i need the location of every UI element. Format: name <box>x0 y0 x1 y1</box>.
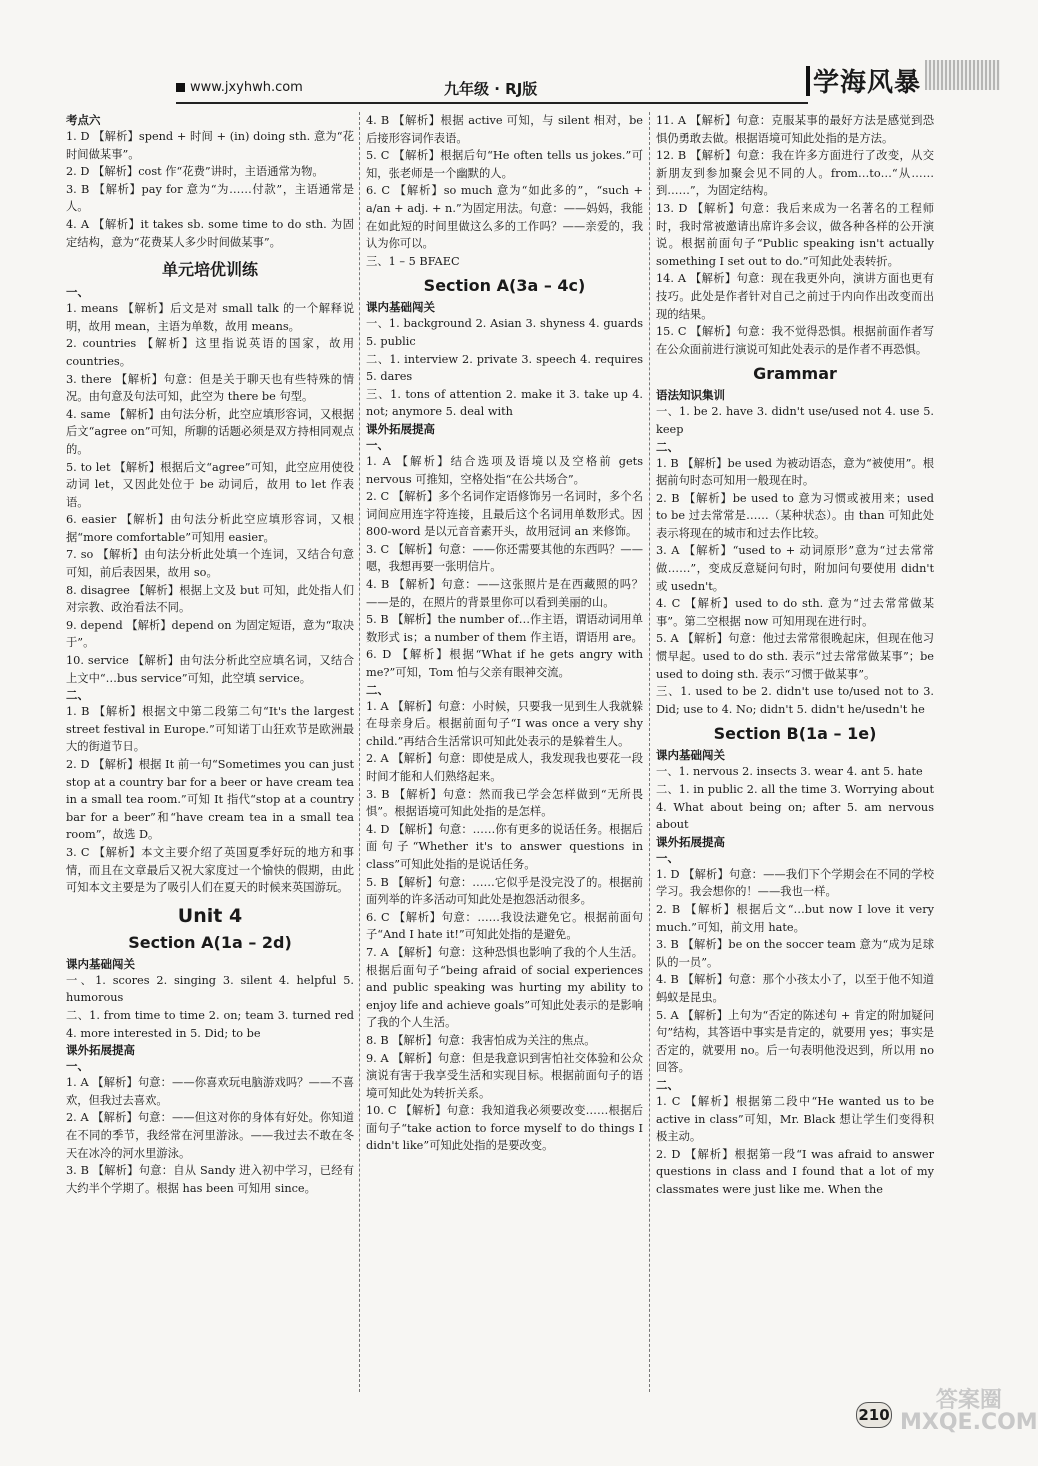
answer-item: 二、1. interview 2. private 3. speech 4. requires 5. dares <box>366 352 643 384</box>
subsection-label: 二、 <box>66 688 89 703</box>
answer-column-1 <box>66 112 354 1197</box>
answer-item: 3. B 【解析】pay for 意为“为……付款”，主语通常是人。 <box>66 182 354 214</box>
subsection-label: 课外拓展提高 <box>66 1043 135 1058</box>
page-number: 210 <box>856 1402 892 1428</box>
answer-item: 3. C 【解析】本文主要介绍了英国夏季好玩的地方和事情，而且在文章最后又祝大家度过一个愉快的假期，由此可知本文主要是为了吸引人们在夏天的时候来英国游玩。 <box>66 845 354 895</box>
header-rule <box>176 102 808 104</box>
subsection-label: 一、 <box>656 850 679 865</box>
answer-item: 6. C 【解析】so much 意为“如此多的”，“such + a/an + adj. + n.”为固定用法。句意：——妈妈，我能在如此短的时间里做这么多的工作吗？——亲爱的，我认为你可以。 <box>366 184 643 251</box>
answer-item: 2. A 【解析】句意：即使是成人，我发现我也要花一段时间才能和人们熟络起来。 <box>366 752 643 783</box>
answer-item: 12. B 【解析】句意：我在许多方面进行了改变，从交新朋友到参加聚会见不同的人。from…to…“从……到……”，为固定结构。 <box>656 149 934 198</box>
answer-item: 3. B 【解析】be on the soccer team 意为“成为足球队的一员”。 <box>656 938 934 969</box>
subsection-label: 一、 <box>66 285 89 300</box>
answer-column-3 <box>656 112 934 1198</box>
answer-item: 1. A 【解析】结合选项及语境以及空格前 gets nervous 可推知，空格处指“在公共场合”。 <box>366 454 643 486</box>
answer-item: 三、1. used to be 2. didn't use to/used not to 3. Did; use to 4. No; didn't 5. didn't he/usedn't he <box>656 685 934 716</box>
answer-item: 1. A 【解析】句意：小时候，只要我一见到生人我就躲在母亲身后。根据前面句子“I was once a very shy child.”再结合生活常识可知此处表示的是躲着生人。 <box>366 699 643 748</box>
subsection-label: 课内基础闯关 <box>656 748 725 763</box>
answer-item: 3. B 【解析】句意：然而我已学会怎样做到“无所畏惧”。根据语境可知此处指的是怎样。 <box>366 787 643 819</box>
answer-item: 9. A 【解析】句意：但是我意识到害怕社交体验和公众演说有害于我享受生活和实现目标。根据前面句子的语境可知此处为转折关系。 <box>366 1051 643 1100</box>
answer-item: 11. A 【解析】句意：克服某事的最好方法是感觉到恐惧仍勇敢去做。根据语境可知此处指的是方法。 <box>656 114 934 145</box>
site-url <box>176 80 303 95</box>
answer-item: 2. C 【解析】多个名词作定语修饰另一名词时，多个名词间应用连字符连接，且最后这个名词用单数形式。因 800-word 是以元音音素开头，故用冠词 an 来修饰。 <box>366 490 643 539</box>
section-heading: Unit 4 <box>177 904 243 927</box>
answer-item: 1. means 【解析】后文是对 small talk 的一个解释说明，故用 mean，主语为单数，故用 means。 <box>66 302 354 333</box>
answer-item: 1. B 【解析】根据文中第二段第二句“It's the largest street festival in Europe.”可知诺丁山狂欢节是欧洲最大的街道节日。 <box>66 705 354 754</box>
column-divider <box>359 112 360 1392</box>
answer-item: 3. A 【解析】“used to + 动词原形”意为“过去常常做……”，变成反意疑问句时，附加问句要使用 didn't 或 usedn't。 <box>656 544 934 593</box>
answer-item: 3. B 【解析】句意：自从 Sandy 进入初中学习，已经有大约半个学期了。根据 has been 可知用 since。 <box>66 1164 354 1195</box>
answer-item: 2. D 【解析】cost 作“花费”讲时，主语通常为物。 <box>66 165 324 179</box>
section-heading: Section B(1a – 1e) <box>713 724 877 744</box>
answer-item: 4. B 【解析】根据 active 可知，与 silent 相对，be 后接形容词作表语。 <box>366 114 643 145</box>
answer-item: 2. D 【解析】根据 It 前一句“Sometimes you can just stop at a country bar for a beer or have cream tea in a small tea room.”可知 It 指代“stop at a country bar for a beer”和“have cream tea in a small tea room”，故选 D。 <box>66 758 354 842</box>
answer-item: 1. D 【解析】spend + 时间 + (in) doing sth. 意为“花时间做某事”。 <box>66 130 354 161</box>
brand-text: 学海风暴 <box>813 68 922 98</box>
subsection-label: 课外拓展提高 <box>366 421 435 436</box>
answer-item: 2. B 【解析】根据后文“…but now I love it very much.”可知，前文用 hate。 <box>656 902 934 934</box>
answer-item: 一、1. be 2. have 3. didn't use/used not 4. use 5. keep <box>656 405 934 436</box>
answer-item: 8. disagree 【解析】根据上文及 but 可知，此处指人们对宗教、政治看法不同。 <box>66 583 354 615</box>
grade-edition: 九年级 · RJ版 <box>444 80 538 98</box>
answer-item: 6. C 【解析】句意：……我设法避免它。根据前面句子“And I hate it!”可知此处指的是避免。 <box>366 910 643 942</box>
answer-item: 3. there 【解析】句意：但是关于聊天也有些特殊的情况。由句意及句法可知，此空为 there be 句型。 <box>66 372 354 404</box>
section-heading: Section A(3a – 4c) <box>423 276 586 296</box>
subsection-label: 二、 <box>656 1077 679 1092</box>
answer-item: 5. A 【解析】上句为“否定的陈述句 + 肯定的附加疑问句”结构，其答语中事实是肯定的，就要用 yes；事实是否定的，就要用 no。后一句表明他没迟到，所以用 no 回答。 <box>656 1008 934 1075</box>
answer-item: 10. service 【解析】由句法分析此空应填名词，又结合上文中“…bus service”可知，此空填 service。 <box>66 654 354 685</box>
answer-item: 5. C 【解析】根据后句“He often tells us jokes.”可知，张老师是一个幽默的人。 <box>366 149 643 180</box>
subsection-label: 考点六 <box>66 113 101 127</box>
section-heading: 单元培优训练 <box>161 260 258 280</box>
answer-item: 4. B 【解析】句意：那个小孩太小了，以至于他不知道蚂蚁是昆虫。 <box>656 973 934 1004</box>
subsection-label: 二、 <box>366 682 389 697</box>
answer-item: 2. countries 【解析】这里指说英语的国家，故用 countries。 <box>66 337 354 368</box>
answer-item: 2. A 【解析】句意：——但这对你的身体有好处。你知道在不同的季节，我经常在河里游泳。——我过去不敢在冬天在冰冷的河水里游泳。 <box>66 1111 354 1160</box>
subsection-label: 课内基础闯关 <box>366 300 435 315</box>
subsection-label: 一、 <box>66 1059 89 1074</box>
watermark: 答案圈 MXQE.COM <box>900 1388 1038 1435</box>
section-heading: Section A(1a – 2d) <box>128 932 292 952</box>
subsection-label: 一、 <box>366 437 389 452</box>
answer-item: 7. A 【解析】句意：这种恐惧也影响了我的个人生活。根据后面句子“being afraid of social experiences and public speaking was hurting my ability to enjoy life and achieve goals”可知此处表示的是影响了我的个人生活。 <box>366 945 643 1030</box>
column-divider <box>649 112 650 1392</box>
answer-item: 二、1. in public 2. all the time 3. Worrying about 4. What about being on; after 5. am nervous about <box>656 783 934 832</box>
subsection-label: 课外拓展提高 <box>656 834 725 849</box>
answer-item: 3. C 【解析】句意：——你还需要其他的东西吗？——嗯，我想再要一张明信片。 <box>366 542 643 574</box>
answer-item: 三、1 – 5 BFAEC <box>366 254 460 268</box>
answer-item: 一、1. background 2. Asian 3. shyness 4. guards 5. public <box>366 317 643 348</box>
answer-column-2 <box>366 112 643 1155</box>
answer-item: 14. A 【解析】句意：现在我更外向，演讲方面也更有技巧。此处是作者针对自己之前过于内向作出改变而出现的结果。 <box>656 272 934 321</box>
answer-item: 1. B 【解析】be used 为被动语态，意为“被使用”。根据前句时态可知用一般现在时。 <box>656 456 934 488</box>
answer-item: 4. same 【解析】由句法分析，此空应填形容词，又根据后文“agree on”可知，所聊的话题必须是双方持相同观点的。 <box>66 407 354 456</box>
answer-item: 1. D 【解析】句意：——我们下个学期会在不同的学校学习。我会想你的！——我也一样。 <box>656 867 934 899</box>
answer-item: 5. A 【解析】句意：他过去常常很晚起床，但现在他习惯早起。used to do sth. 表示“过去常常做某事”；be used to doing sth. 表示“习惯于做某事”。 <box>656 632 934 681</box>
subsection-label: 课内基础闯关 <box>66 956 135 971</box>
answer-item: 6. easier 【解析】由句法分析此空应填形容词，又根据“more comfortable”可知用 easier。 <box>66 513 354 544</box>
answer-item: 15. C 【解析】句意：我不觉得恐惧。根据前面作者写在公众面前进行演说可知此处表示的是作者不再恐惧。 <box>656 325 934 356</box>
answer-item: 13. D 【解析】句意：我后来成为一名著名的工程师时，我时常被邀请出席许多会议，做各种各样的公开演说。根据前面句子“Public speaking isn't actually something I set out to do.”可知此处表转折。 <box>656 201 934 268</box>
section-heading: Grammar <box>753 364 837 384</box>
answer-item: 二、1. from time to time 2. on; team 3. turned red 4. more interested in 5. Did; to be <box>66 1008 354 1040</box>
answer-item: 2. D 【解析】根据第一段“I was afraid to answer questions in class and I found that a lot of my classmates were just like me. When the <box>656 1147 934 1196</box>
answer-item: 4. D 【解析】句意：……你有更多的说话任务。根据后面句子“Whether it's to answer questions in class”可知此处指的是说话任务。 <box>366 822 643 871</box>
answer-item: 5. to let 【解析】根据后文“agree”可知，此空应用使役动词 let，又因此处位于 be 动词后，故用 to let 作表语。 <box>66 460 354 509</box>
site-url-text: www.jxyhwh.com <box>190 80 303 95</box>
answer-item: 4. C 【解析】used to do sth. 意为“过去常常做某事”。第二空根据 now 可知用现在进行时。 <box>656 597 934 628</box>
subsection-label: 语法知识集训 <box>656 388 725 403</box>
answer-item: 2. B 【解析】be used to 意为习惯或被用来；used to be 过去常常是……（某种状态）。由 than 可知此处表示将现在的城市和过去作比较。 <box>656 491 934 540</box>
answer-item: 8. B 【解析】句意：我害怕成为关注的焦点。 <box>366 1033 596 1047</box>
answer-item: 6. D 【解析】根据“What if he gets angry with me?”可知，Tom 怕与父亲有眼神交流。 <box>366 648 643 680</box>
subsection-label: 二、 <box>656 439 679 454</box>
answer-item: 1. C 【解析】根据第二段中“He wanted us to be active in class”可知，Mr. Black 想让学生们变得积极主动。 <box>656 1094 934 1144</box>
answer-item: 5. B 【解析】句意：……它似乎是没完没了的。根据前面列举的许多活动可知此处是抱怨活动很多。 <box>366 875 643 907</box>
answer-item: 4. B 【解析】句意：——这张照片是在西藏照的吗？——是的，在照片的背景里你可以看到美丽的山。 <box>366 578 643 609</box>
answer-item: 10. C 【解析】句意：我知道我必须要改变……根据后面句子“take action to force myself to do things I didn't like”可知此处指的是要改变。 <box>366 1104 643 1153</box>
answer-item: 一、1. nervous 2. insects 3. wear 4. ant 5. hate <box>656 765 923 779</box>
square-icon <box>176 83 185 92</box>
answer-item: 三、1. tons of attention 2. make it 3. take up 4. not; anymore 5. deal with <box>366 387 643 419</box>
answer-item: 9. depend 【解析】depend on 为固定短语，意为“取决于”。 <box>66 618 354 650</box>
brand-logo <box>806 62 921 99</box>
answer-item: 一、1. scores 2. singing 3. silent 4. helpful 5. humorous <box>66 973 354 1005</box>
answer-item: 4. A 【解析】it takes sb. some time to do sth. 为固定结构，意为“花费某人多少时间做某事”。 <box>66 217 354 249</box>
answer-item: 1. A 【解析】句意：——你喜欢玩电脑游戏吗？——不喜欢，但我过去喜欢。 <box>66 1076 354 1107</box>
answer-item: 5. B 【解析】the number of…作主语，谓语动词用单数形式 is；a number of them 作主语，谓语用 are。 <box>366 613 643 644</box>
answer-item: 7. so 【解析】由句法分析此处填一个连词，又结合句意可知，前后表因果，故用 so。 <box>66 548 354 580</box>
logo-bar-icon <box>806 66 810 96</box>
